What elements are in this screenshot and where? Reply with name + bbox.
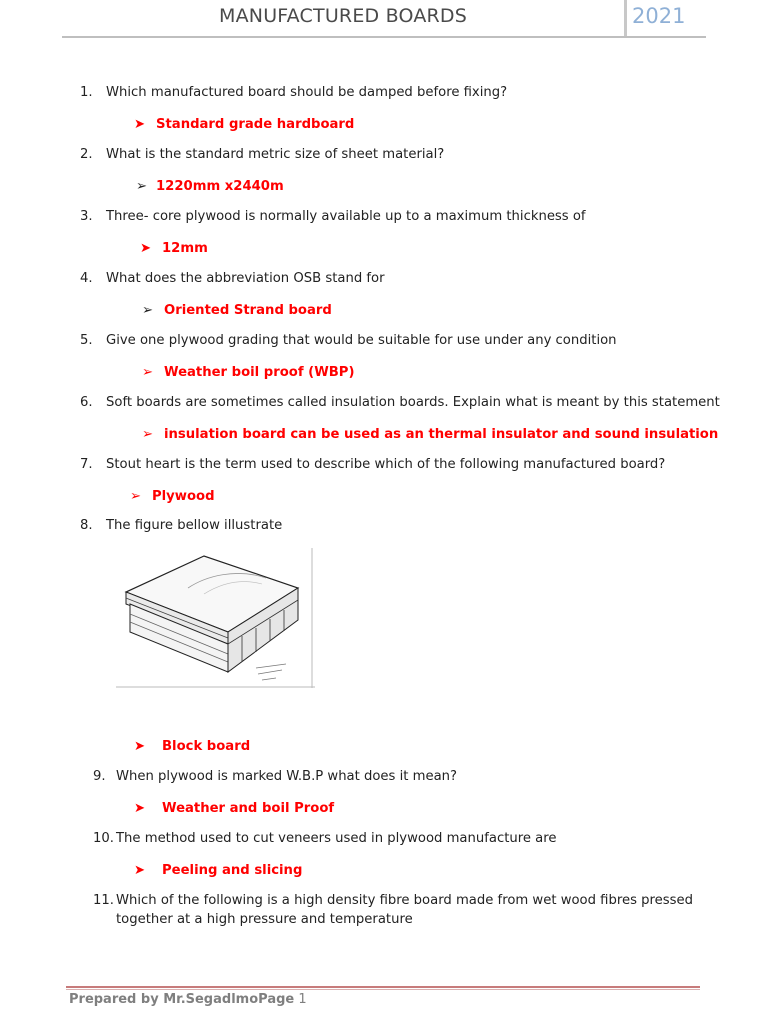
- page-number: 1: [298, 992, 307, 1007]
- answer-text: Oriented Strand board: [164, 303, 332, 318]
- arrow-bullet-icon: ➢: [130, 489, 142, 504]
- arrow-bullet-icon: ➤: [140, 241, 152, 256]
- question-text: Stout heart is the term used to describe which of the following manufactured board?: [106, 457, 666, 472]
- question-text: Which of the following is a high density fibre board made from wet wood fibres pressed: [116, 893, 694, 908]
- question-number: 6.: [80, 395, 93, 410]
- footer-rule-thin: [66, 989, 700, 990]
- footer-page-label: Page: [258, 992, 295, 1007]
- question-text: What is the standard metric size of sheet material?: [106, 147, 445, 162]
- answer-text: insulation board can be used as an thermal insulator and sound insulation: [164, 427, 719, 442]
- answer-text: 1220mm x2440m: [156, 179, 284, 194]
- question-number: 8.: [80, 518, 93, 533]
- question-number: 7.: [80, 457, 93, 472]
- arrow-bullet-icon: ➢: [142, 303, 154, 318]
- question-number: 2.: [80, 147, 93, 162]
- answer-text: Weather boil proof (WBP): [164, 365, 355, 380]
- arrow-bullet-icon: ➤: [134, 863, 146, 878]
- question-text: The method used to cut veneers used in plywood manufacture are: [116, 831, 557, 846]
- question-text: Give one plywood grading that would be suitable for use under any condition: [106, 333, 617, 348]
- question-text: together at a high pressure and temperature: [116, 912, 413, 927]
- arrow-bullet-icon: ➤: [134, 117, 146, 132]
- arrow-bullet-icon: ➤: [134, 739, 146, 754]
- question-number: 11.: [93, 893, 114, 908]
- page-footer: [69, 992, 307, 1007]
- header-year: 2021: [632, 4, 686, 28]
- question-text: Three- core plywood is normally available up to a maximum thickness of: [106, 209, 586, 224]
- page-header: [62, 0, 706, 38]
- blockboard-illustration: [116, 548, 315, 688]
- arrow-bullet-icon: ➢: [136, 179, 148, 194]
- question-number: 3.: [80, 209, 93, 224]
- question-text: What does the abbreviation OSB stand for: [106, 271, 385, 286]
- question-number: 9.: [93, 769, 106, 784]
- question-number: 1.: [80, 85, 93, 100]
- footer-rule: [66, 986, 700, 988]
- blockboard-figure: [116, 548, 315, 688]
- arrow-bullet-icon: ➢: [142, 365, 154, 380]
- question-text: Soft boards are sometimes called insulation boards. Explain what is meant by this statement: [106, 395, 720, 410]
- question-text: Which manufactured board should be damped before fixing?: [106, 85, 508, 100]
- answer-text: Peeling and slicing: [162, 863, 303, 878]
- document-title: MANUFACTURED BOARDS: [218, 5, 468, 27]
- answer-text: Plywood: [152, 489, 215, 504]
- question-text: When plywood is marked W.B.P what does it mean?: [116, 769, 458, 784]
- answer-text: Weather and boil Proof: [162, 801, 335, 816]
- arrow-bullet-icon: ➢: [142, 427, 154, 442]
- answer-text: Block board: [162, 739, 251, 754]
- answer-text: 12mm: [162, 241, 208, 256]
- question-text: The figure bellow illustrate: [106, 518, 283, 533]
- footer-prepared-by: Prepared by Mr.Segadlmo: [69, 992, 259, 1007]
- arrow-bullet-icon: ➤: [134, 801, 146, 816]
- answer-text: Standard grade hardboard: [156, 117, 355, 132]
- question-number: 4.: [80, 271, 93, 286]
- question-number: 5.: [80, 333, 93, 348]
- header-divider: [624, 0, 627, 36]
- question-number: 10.: [93, 831, 114, 846]
